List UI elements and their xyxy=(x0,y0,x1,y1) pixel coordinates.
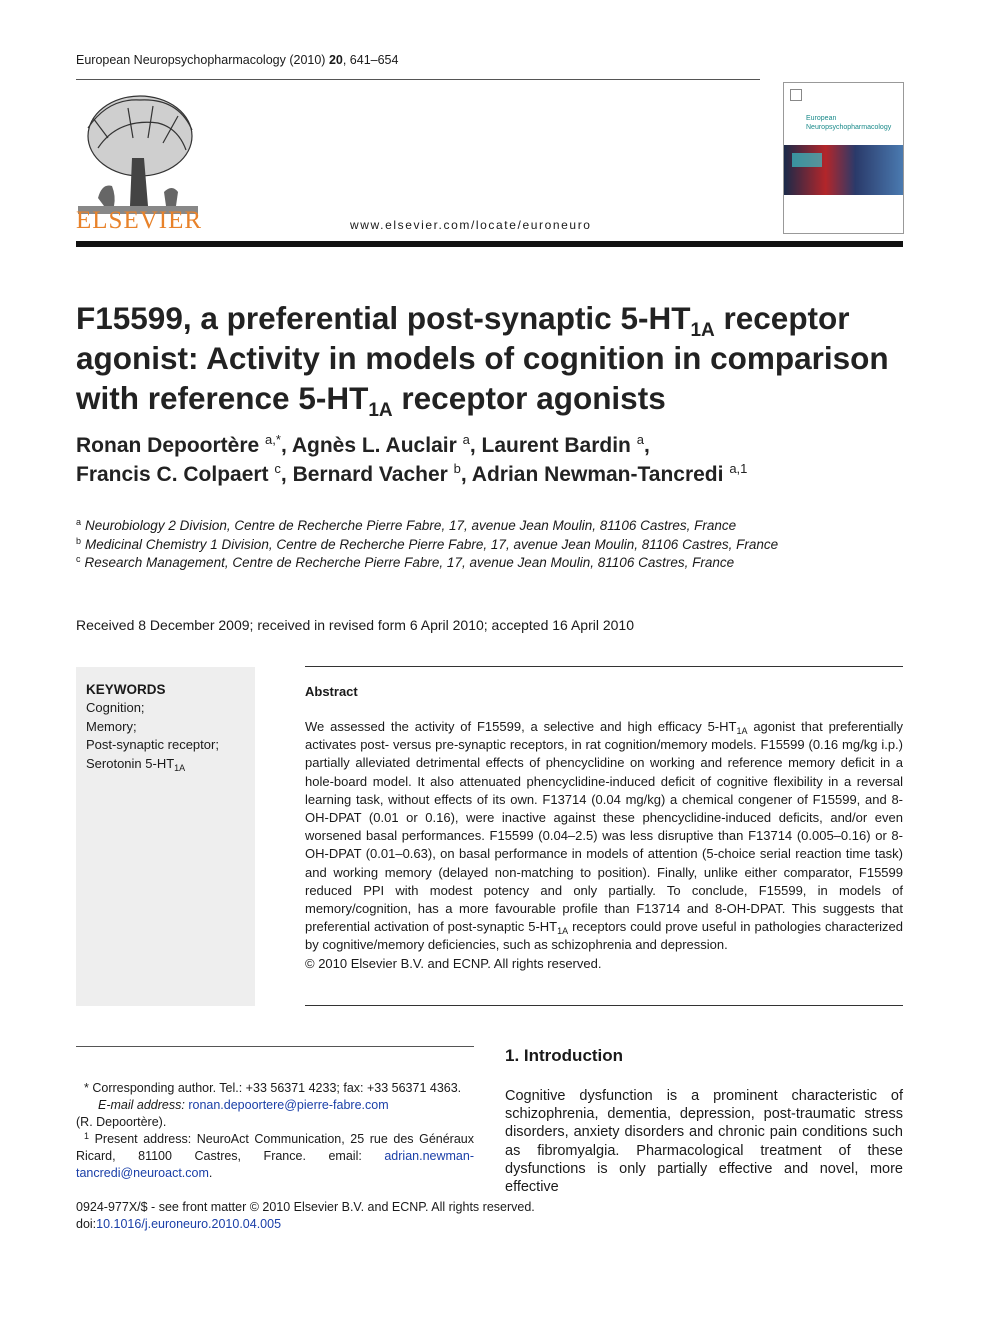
header-thick-rule xyxy=(76,241,903,247)
journal-url[interactable]: www.elsevier.com/locate/euroneuro xyxy=(350,218,592,232)
cover-image-accent xyxy=(792,153,822,167)
author: Bernard Vacher xyxy=(292,463,448,486)
article-history: Received 8 December 2009; received in revised form 6 April 2010; accepted 16 April 2010 xyxy=(76,617,634,633)
affiliation-b: $^b$ Medicinal Chemistry 1 Division, Centre de Recherche Pierre Fabre, 17, avenue Jean Moulin, 81106 Castres, France xyxy=(76,536,779,552)
corresponding-email-link[interactable]: ronan.depoortere@pierre-fabre.com xyxy=(188,1098,389,1112)
footnote-rule xyxy=(76,1046,474,1047)
author: Adrian Newman-Tancredi xyxy=(471,463,724,486)
doi-line: doi:10.1016/j.euroneuro.2010.04.005 xyxy=(76,1217,282,1231)
cover-logo-icon xyxy=(790,89,802,101)
abstract-body: We assessed the activity of F15599, a selective and high efficacy $5-HT_{1A}$ agonist that preferentially activates post- versus pre-synaptic receptors, in rat cognition/memory models. F15599 (0.16 mg/kg i.p.) partially alleviated detrimental effects of phencyclidine on working and reference memory deficit in a hole-board model. It also attenuated phencyclidine-induced deficit of cognitive flexibility in a reversal learning task, without effects of its own. F13714 (0.04 mg/kg) a chemical congener of F15599, and 8-OH-DPAT (0.01 or 0.16), were inactive against these phencyclidine-induced deficits, and/or even worsened basal performances. F15599 (0.04–2.5) was less disruptive than F13714 (0.005–0.16) or 8-OH-DPAT (0.01–0.63), on basal performance in models of attention (5-choice serial reaction time task) and working memory (delayed non-matching to position). Finally, unlike either comparator, F15599 reduced PPI with modest potency and only partially. To conclude, F15599, in models of memory/cognition, has a more favourable profile than F13714 and 8-OH-DPAT. This suggests that preferential activation of post-synaptic $5-HT_{1A}$ receptors could prove useful in pathologies characterized by cognitive/memory deficiencies, such as schizophrenia and depression. © 2010 Elsevier B.V. and ECNP. All rights reserved. xyxy=(305,719,904,971)
introduction-heading: 1. Introduction xyxy=(505,1046,624,1065)
present-email-link[interactable]: adrian.newman-tancredi@neuroact.com xyxy=(76,1149,474,1180)
header-rule xyxy=(76,79,760,80)
present-address-note: $^1$ Present address: NeuroAct Communication, 25 rue des Généraux Ricard, 81100 Castres, France. email: adrian.newman-tancredi@neuroact.com. xyxy=(76,1131,474,1180)
affiliation-c: $^c$ Research Management, Centre de Recherche Pierre Fabre, 17, avenue Jean Moulin, 81106 Castres, France xyxy=(76,554,735,570)
keyword: Post-synaptic receptor; xyxy=(86,737,219,752)
doi-link[interactable]: 10.1016/j.euroneuro.2010.04.005 xyxy=(96,1217,282,1231)
keyword: Cognition; xyxy=(86,700,145,715)
corresponding-author-note: * Corresponding author. Tel.: +33 56371 4233; fax: +33 56371 4363. E-mail address: ronan.depoortere@pierre-fabre.com xyxy=(84,1081,462,1112)
author: Agnès L. Auclair xyxy=(291,434,457,457)
keyword: Memory; xyxy=(86,719,137,734)
abstract-bottom-rule xyxy=(305,1005,903,1006)
introduction-body: Cognitive dysfunction is a prominent characteristic of schizophrenia, dementia, depression, post-traumatic stress disorders, anxiety disorders and chronic pain conditions such as fibromyalgia. Pharmacological treatment of these dysfunctions is only partially effective and novel, more effective xyxy=(505,1088,903,1196)
author: Laurent Bardin xyxy=(481,434,631,457)
abstract-top-rule xyxy=(305,666,903,667)
affiliation-a: $^a$ Neurobiology 2 Division, Centre de Recherche Pierre Fabre, 17, avenue Jean Moulin, 81106 Castres, France xyxy=(76,517,737,533)
elsevier-wordmark: ELSEVIER xyxy=(76,207,203,234)
journal-citation: European Neuropsychopharmacology (2010) 20, 641–654 xyxy=(76,53,399,67)
article-front-matter xyxy=(76,1199,535,1233)
article-title: F15599, a preferential post-synaptic $5-HT_{1A}$ receptor agonist: Activity in models of cognition in comparison with reference $5-HT_{1A}$ receptor agonists xyxy=(76,300,889,421)
author: Ronan Depoortère xyxy=(76,434,260,457)
email-owner: (R. Depoortère). xyxy=(76,1115,167,1129)
abstract-heading: Abstract xyxy=(305,684,358,699)
journal-cover-thumbnail xyxy=(783,82,904,234)
keyword: Serotonin $5-HT_{1A}$ xyxy=(86,756,186,773)
cover-title-1: European xyxy=(806,115,837,122)
abstract-copyright: © 2010 Elsevier B.V. and ECNP. All rights reserved. xyxy=(305,955,602,971)
author: Francis C. Colpaert xyxy=(76,463,269,486)
footnotes xyxy=(76,1080,474,1182)
issn-line: 0924-977X/$ - see front matter © 2010 Elsevier B.V. and ECNP. All rights reserved. xyxy=(76,1200,535,1214)
keywords-heading: KEYWORDS xyxy=(86,682,166,697)
keywords-panel xyxy=(76,667,255,1006)
author-list: Ronan Depoortère $^{a,*}$, Agnès L. Auclair $^a$, Laurent Bardin $^a$, Francis C. Colpaert $^c$, Bernard Vacher $^b$, Adrian Newman-Tancredi $^{a,1}$ xyxy=(76,432,748,486)
cover-title-2: Neuropsychopharmacology xyxy=(806,124,892,131)
